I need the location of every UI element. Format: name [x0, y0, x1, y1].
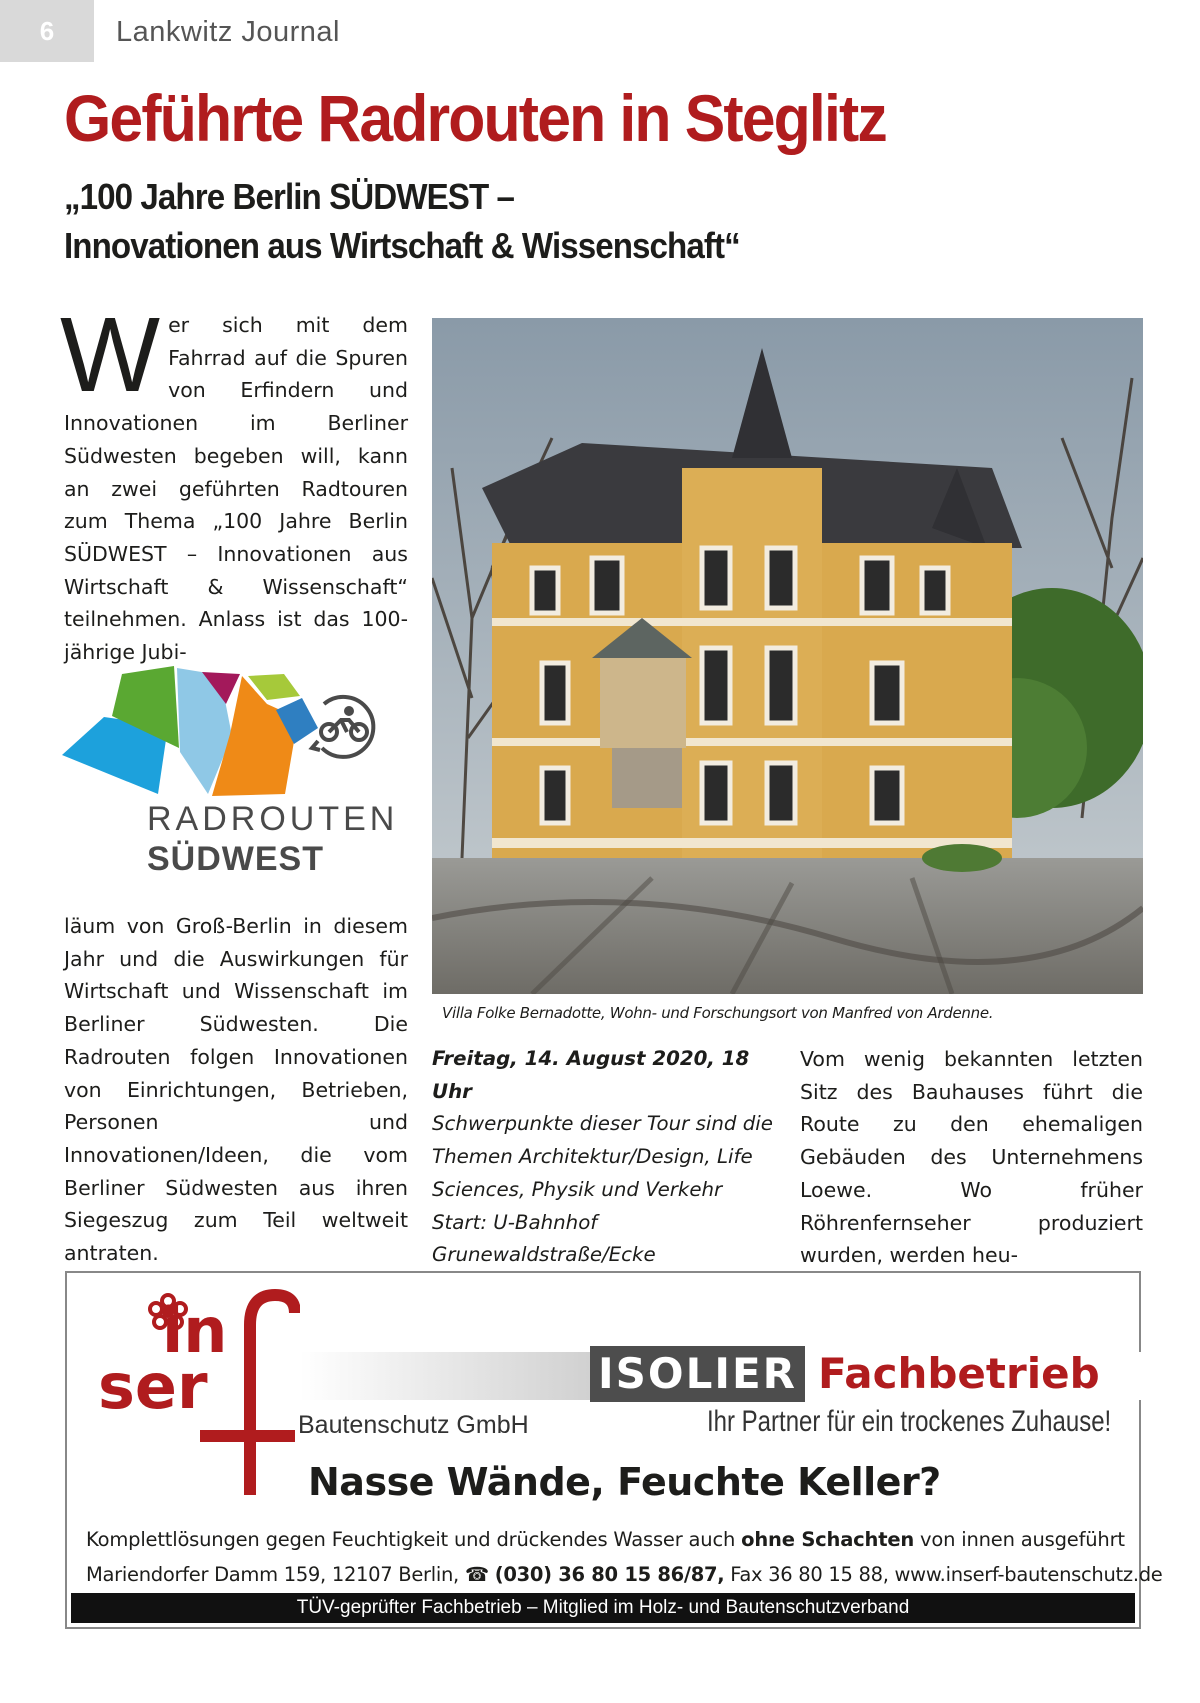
brand-ser: ser: [98, 1350, 208, 1423]
article-subline-1: „100 Jahre Berlin SÜDWEST –: [64, 176, 515, 217]
page-number: 6: [0, 0, 94, 62]
ad-headline: Nasse Wände, Feuchte Keller?: [308, 1460, 941, 1504]
badge-fachbetrieb: Fachbetrieb: [818, 1349, 1100, 1398]
ad-footer-bar: TÜV-geprüfter Fachbetrieb – Mitglied im Holz- und Bautenschutzverband: [71, 1593, 1135, 1623]
continued-paragraph: läum von Groß-Berlin in diesem Jahr und die Auswirkungen für Wirtschaft und Wissenschaft im Berliner Südwesten. Die Radrouten folgen Innovationen von Einrichtungen, Betrieben, Personen und Innovationen/Ideen, die vom Berliner Südwesten aus ihren Siegeszug zum Teil weltweit antraten.: [64, 914, 408, 1266]
villa-photo: [432, 318, 1143, 994]
long-s-glyph: [250, 1295, 295, 1495]
event-block: [432, 1043, 778, 1305]
services-bold: ohne Schachten: [741, 1528, 915, 1551]
running-head: Lankwitz Journal: [116, 16, 340, 48]
intro-paragraph: [60, 296, 408, 669]
phone-number: (030) 36 80 15 86/87,: [494, 1563, 725, 1586]
bicycle-icon: [312, 697, 373, 757]
logo-text-radrouten: RADROUTEN: [147, 800, 399, 838]
drop-cap: W: [60, 296, 161, 414]
address-text: Mariendorfer Damm 159, 12107 Berlin, ☎: [86, 1563, 495, 1586]
column-3-paragraph: Vom wenig bekannten letzten Sitz des Bauhauses führt die Route zu den ehemaligen Gebäuden des Unternehmens Loewe. Wo früher Röhrenfernseher produziert wurden, werden heu-: [800, 1047, 1143, 1268]
event-details: Schwerpunkte dieser Tour sind die Themen Architektur/Design, Life Sciences, Physik und Verkehr Start: U-Bahnhof Grunewaldstraße/Ecke: [432, 1112, 773, 1267]
ad-services-line: [86, 1528, 1125, 1551]
fax-website: Fax 36 80 15 88, www.inserf-bautenschutz.de: [724, 1563, 1163, 1586]
ad-contact-line: [86, 1563, 1163, 1586]
brand-in: in: [162, 1294, 228, 1367]
services-text: Komplettlösungen gegen Feuchtigkeit und drückendes Wasser auch: [86, 1528, 742, 1551]
intro-text: er sich mit dem Fahrrad auf die Spuren von Erfindern und Innovationen im Berliner Südwesten begeben will, kann an zwei geführten Radtouren zum Thema „100 Jahre Berlin SÜDWEST – Innovationen aus Wirtschaft & Wissenschaft“ teilnehmen. Anlass ist das 100-jährige Jubi-: [64, 313, 408, 665]
logo-text-suedwest: SÜDWEST: [147, 840, 324, 878]
event-date: Freitag, 14. August 2020, 18 Uhr: [432, 1047, 750, 1103]
ad-slogan: Ihr Partner für ein trockenes Zuhause!: [707, 1405, 1112, 1438]
company-name: Bautenschutz GmbH: [298, 1411, 529, 1439]
photo-caption: Villa Folke Bernadotte, Wohn- und Forschungsort von Manfred von Ardenne.: [442, 1004, 994, 1022]
services-text-end: von innen ausgeführt: [914, 1528, 1125, 1551]
badge-isolier: ISOLIER: [590, 1346, 805, 1402]
article-headline: Geführte Radrouten in Steglitz: [64, 81, 886, 155]
article-subline-2: Innovationen aus Wirtschaft & Wissenschaft“: [64, 225, 740, 266]
